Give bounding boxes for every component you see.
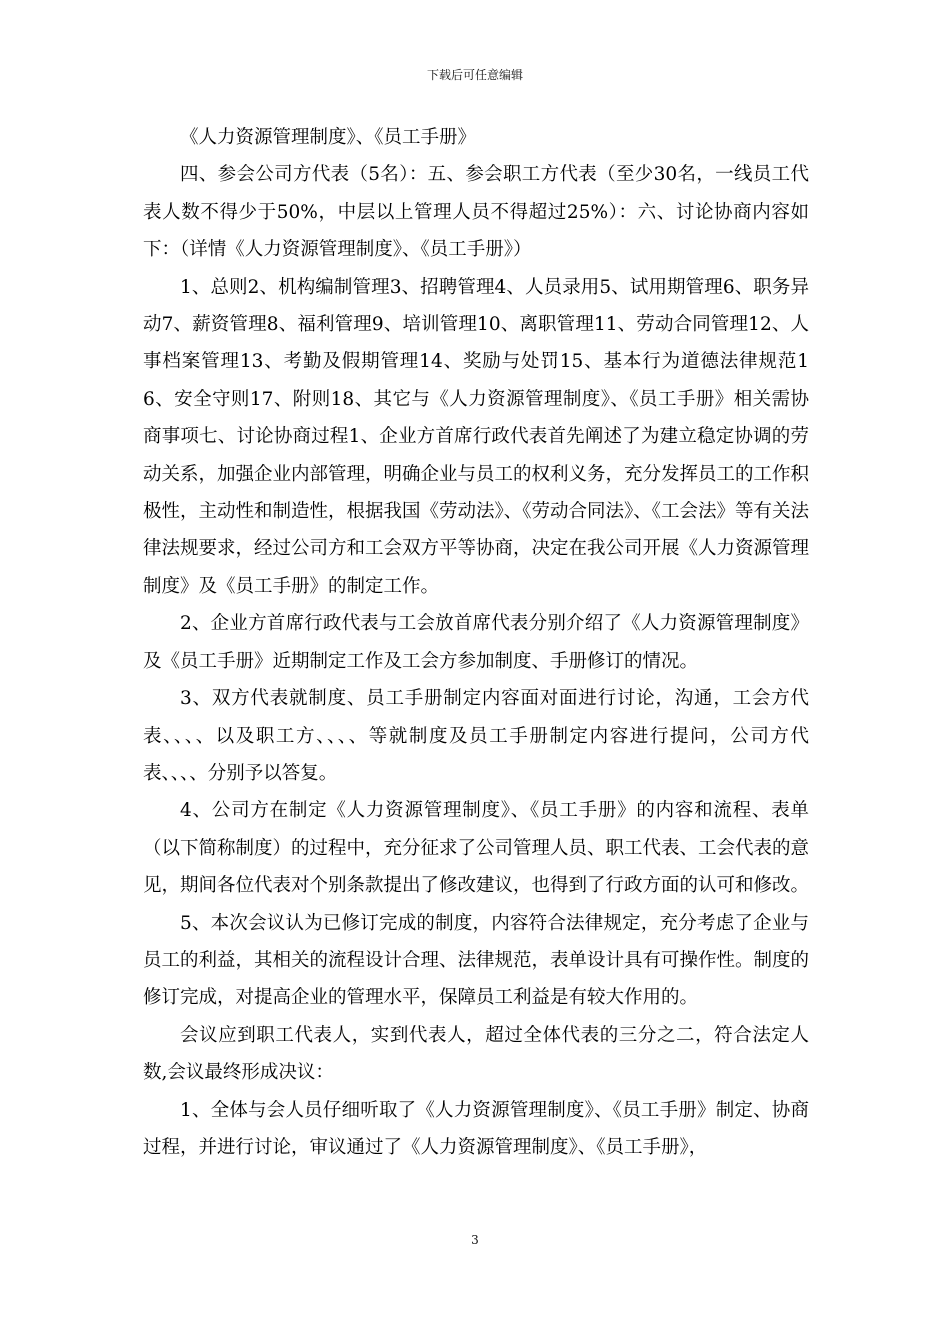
paragraph-introduction: 2、企业方首席行政代表与工会放首席代表分别介绍了《人力资源管理制度》及《员工手册》近期制定工作及工会方参加制度、手册修订的情况。 bbox=[143, 613, 809, 672]
paragraph-title-line: 《人力资源管理制度》、《员工手册》 bbox=[180, 127, 477, 148]
page-number: 3 bbox=[471, 1233, 479, 1247]
paragraph-attendance: 会议应到职工代表人，实到代表人，超过全体代表的三分之二，符合法定人数,会议最终形成决议： bbox=[143, 1024, 809, 1084]
paragraph-resolution: 1、全体与会人员仔细听取了《人力资源管理制度》、《员工手册》制定、协商过程，并进行讨论，审议通过了《人力资源管理制度》、《员工手册》， bbox=[143, 1099, 809, 1158]
paragraph-conclusion: 5、本次会议认为已修订完成的制度，内容符合法律规定，充分考虑了企业与员工的利益，其相关的流程设计合理、法律规范，表单设计具有可操作性。制度的修订完成，对提高企业的管理水平，保障员工利益是有较大作用的。 bbox=[143, 912, 810, 1009]
paragraph-consultation: 4、公司方在制定《人力资源管理制度》、《员工手册》的内容和流程、表单（以下简称制度）的过程中，充分征求了公司管理人员、职工代表、工会代表的意见，期间各位代表对个别条款提出了修改建议，也得到了行政方面的认可和修改。 bbox=[143, 800, 810, 897]
document-body bbox=[143, 119, 809, 1166]
page-header: 下载后可任意编辑 bbox=[426, 68, 523, 82]
paragraph-discussion: 3、双方代表就制度、员工手册制定内容面对面进行讨论，沟通，工会方代表、、、、以及职工方、、、、等就制度及员工手册制定内容进行提问，公司方代表、、、、分别予以答复。 bbox=[143, 688, 809, 784]
paragraph-representatives: 四、参会公司方代表（5名）：五、参会职工方代表（至少30名，一线员工代表人数不得少于50%，中层以上管理人员不得超过25%）：六、讨论协商内容如下：（详情《人力资源管理制度》、《员工手册》） bbox=[143, 164, 809, 261]
paragraph-topics-and-process: 1、总则2、机构编制管理3、招聘管理4、人员录用5、试用期管理6、职务异动7、薪资管理8、福利管理9、培训管理10、离职管理11、劳动合同管理12、人事档案管理13、考勤及假期管理14、奖励与处罚15、基本行为道德法律规范16、安全守则17、附则18、其它与《人力资源管理制度》、《员工手册》相关需协商事项七、讨论协商过程1、企业方首席行政代表首先阐述了为建立稳定协调的劳动关系，加强企业内部管理，明确企业与员工的权利义务，充分发挥员工的工作积极性，主动性和制造性，根据我国《劳动法》、《劳动合同法》、《工会法》等有关法律法规要求，经过公司方和工会双方平等协商，决定在我公司开展《人力资源管理制度》及《员工手册》的制定工作。 bbox=[143, 276, 810, 597]
